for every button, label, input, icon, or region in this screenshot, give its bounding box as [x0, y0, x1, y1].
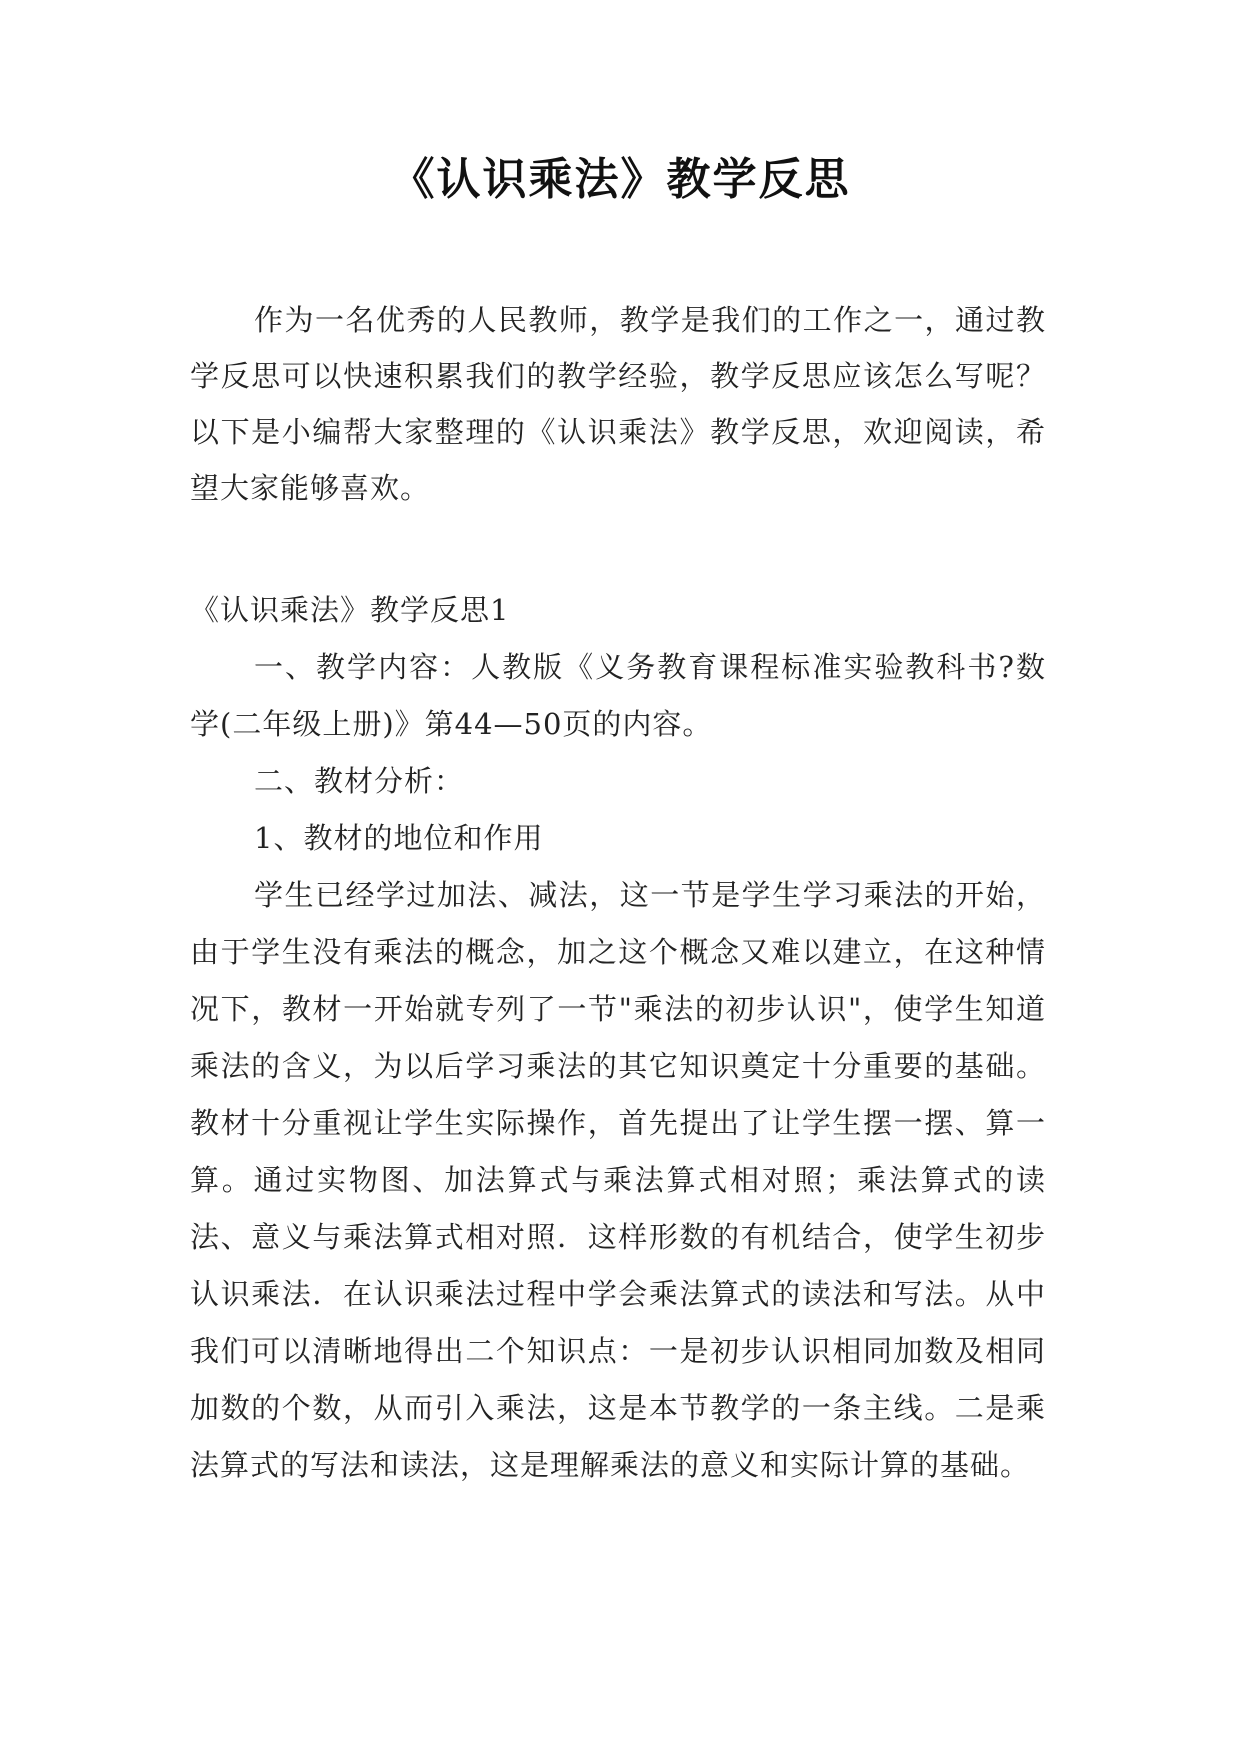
paragraph-material-analysis: 二、教材分析：	[254, 764, 465, 798]
intro-paragraph: 作为一名优秀的人民教师，教学是我们的工作之一，通过教学反思可以快速积累我们的教学经验，教学反思应该怎么写呢？以下是小编帮大家整理的《认识乘法》教学反思，欢迎阅读，希望大家能够喜欢。	[190, 303, 1046, 505]
paragraph-teaching-content: 一、教学内容：人教版《义务教育课程标准实验教科书?数学(二年级上册)》第44—50页的内容。	[190, 650, 1046, 741]
section-1	[190, 582, 1046, 1494]
document-title: 《认识乘法》教学反思	[390, 154, 851, 205]
section-heading: 《认识乘法》教学反思1	[190, 593, 510, 627]
paragraph-material-role: 1、教材的地位和作用	[254, 821, 544, 855]
paragraph-material-body: 学生已经学过加法、减法，这一节是学生学习乘法的开始，由于学生没有乘法的概念，加之这个概念又难以建立，在这种情况下，教材一开始就专列了一节"乘法的初步认识"，使学生知道乘法的含义，为以后学习乘法的其它知识奠定十分重要的基础。教材十分重视让学生实际操作，首先提出了让学生摆一摆、算一算。通过实物图、加法算式与乘法算式相对照；乘法算式的读法、意义与乘法算式相对照．这样形数的有机结合，使学生初步认识乘法．在认识乘法过程中学会乘法算式的读法和写法。从中我们可以清晰地得出二个知识点：一是初步认识相同加数及相同加数的个数，从而引入乘法，这是本节教学的一条主线。二是乘法算式的写法和读法，这是理解乘法的意义和实际计算的基础。	[190, 878, 1046, 1482]
